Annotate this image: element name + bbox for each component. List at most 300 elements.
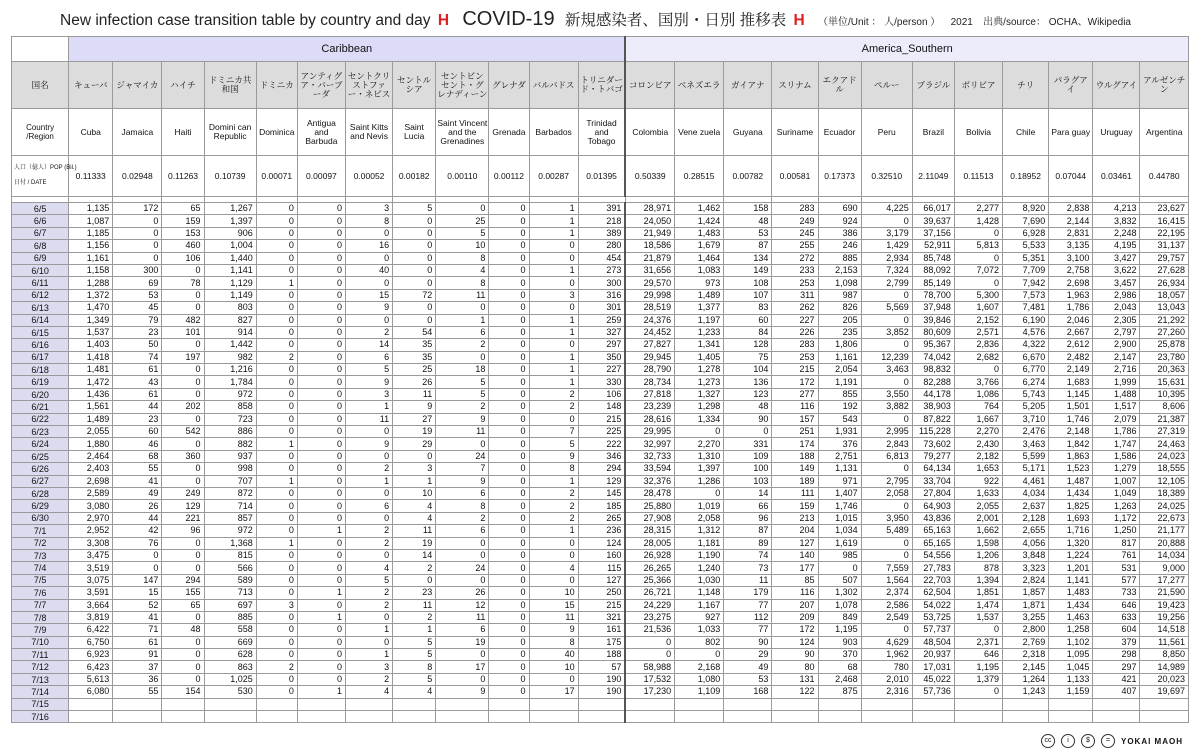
value-cell: 0	[529, 302, 578, 314]
value-cell: 0	[297, 252, 345, 264]
country-name-jp: セントクリストファー・ネビス	[345, 62, 392, 109]
value-cell: 38,903	[912, 401, 954, 413]
value-cell: 1,472	[69, 376, 113, 388]
value-cell: 0	[861, 537, 912, 549]
value-cell	[297, 711, 345, 723]
value-cell: 0	[489, 376, 529, 388]
value-cell: 0	[489, 574, 529, 586]
value-cell: 61	[113, 388, 162, 400]
value-cell: 236	[578, 525, 625, 537]
population-value: 0.11333	[69, 156, 113, 197]
country-name-en: Para guay	[1049, 109, 1093, 156]
value-cell: 277	[772, 388, 818, 400]
value-cell: 19	[436, 636, 489, 648]
population-row	[12, 156, 1189, 197]
value-cell: 1,156	[69, 240, 113, 252]
value-cell: 53	[724, 673, 772, 685]
value-cell: 2,655	[1003, 525, 1049, 537]
value-cell: 0	[256, 339, 297, 351]
value-cell: 6	[345, 500, 392, 512]
value-cell: 1,537	[954, 611, 1002, 623]
value-cell: 2,305	[1093, 314, 1140, 326]
value-cell: 376	[818, 438, 861, 450]
value-cell: 460	[162, 240, 204, 252]
value-cell: 27,783	[912, 562, 954, 574]
value-cell: 2,586	[861, 599, 912, 611]
value-cell: 628	[204, 649, 256, 661]
value-cell: 44	[113, 512, 162, 524]
value-cell: 22,673	[1140, 512, 1189, 524]
value-cell: 11	[529, 611, 578, 623]
value-cell: 280	[578, 240, 625, 252]
value-cell: 3,622	[1093, 264, 1140, 276]
value-cell: 6,923	[69, 649, 113, 661]
value-cell: 0	[256, 624, 297, 636]
value-cell: 192	[818, 401, 861, 413]
value-cell: 0	[113, 252, 162, 264]
value-cell: 558	[204, 624, 256, 636]
value-cell: 3,075	[69, 574, 113, 586]
h-mark-2: H	[793, 12, 805, 29]
value-cell: 1,131	[818, 463, 861, 475]
table-row	[12, 376, 1189, 388]
value-cell: 803	[204, 302, 256, 314]
value-cell: 1,716	[1049, 525, 1093, 537]
value-cell: 0	[162, 388, 204, 400]
table-row	[12, 624, 1189, 636]
date-cell: 7/3	[12, 549, 69, 561]
value-cell: 3,519	[69, 562, 113, 574]
value-cell: 1	[529, 203, 578, 215]
value-cell: 0	[256, 500, 297, 512]
value-cell: 4	[529, 562, 578, 574]
date-cell: 6/23	[12, 426, 69, 438]
value-cell: 0	[489, 549, 529, 561]
value-cell: 1,586	[1093, 450, 1140, 462]
value-cell: 2,800	[1003, 624, 1049, 636]
population-value: 0.07044	[1049, 156, 1093, 197]
value-cell: 29,945	[625, 351, 674, 363]
value-cell: 2	[345, 463, 392, 475]
value-cell: 3,950	[861, 512, 912, 524]
value-cell: 0	[162, 376, 204, 388]
value-cell: 2	[529, 401, 578, 413]
value-cell: 24,023	[1140, 450, 1189, 462]
value-cell: 9	[436, 475, 489, 487]
date-cell: 7/13	[12, 673, 69, 685]
value-cell: 74	[113, 351, 162, 363]
value-cell: 2,152	[954, 314, 1002, 326]
value-cell: 0	[256, 562, 297, 574]
date-cell: 6/29	[12, 500, 69, 512]
value-cell: 1,278	[675, 364, 724, 376]
value-cell: 2,900	[1093, 339, 1140, 351]
value-cell: 1,483	[1049, 587, 1093, 599]
value-cell: 197	[162, 351, 204, 363]
value-cell: 122	[772, 686, 818, 698]
value-cell: 96	[162, 525, 204, 537]
value-cell: 2	[256, 661, 297, 673]
value-cell: 379	[1093, 636, 1140, 648]
value-cell: 111	[772, 487, 818, 499]
value-cell: 0	[297, 624, 345, 636]
value-cell: 6	[436, 525, 489, 537]
value-cell: 1	[529, 264, 578, 276]
value-cell: 3,463	[861, 364, 912, 376]
value-cell: 17	[436, 661, 489, 673]
value-cell: 22,703	[912, 574, 954, 586]
value-cell: 0	[393, 240, 436, 252]
value-cell: 0	[297, 463, 345, 475]
value-cell: 28,971	[625, 203, 674, 215]
value-cell: 0	[297, 487, 345, 499]
value-cell: 265	[578, 512, 625, 524]
population-value: 0.28515	[675, 156, 724, 197]
value-cell: 4	[393, 512, 436, 524]
value-cell: 73	[724, 562, 772, 574]
source-note: 出典/source： OCHA、Wikipedia	[983, 17, 1131, 28]
value-cell: 11	[436, 289, 489, 301]
value-cell: 8	[529, 636, 578, 648]
value-cell: 26,721	[625, 587, 674, 599]
value-cell: 0	[345, 227, 392, 239]
value-cell: 1	[393, 475, 436, 487]
value-cell: 87	[724, 240, 772, 252]
value-cell: 875	[818, 686, 861, 698]
value-cell: 1	[529, 475, 578, 487]
value-cell: 2,468	[818, 673, 861, 685]
table-row	[12, 673, 1189, 685]
value-cell: 0	[297, 636, 345, 648]
table-row	[12, 339, 1189, 351]
value-cell: 2,698	[1049, 277, 1093, 289]
value-cell: 1,786	[1093, 426, 1140, 438]
value-cell: 49	[724, 661, 772, 673]
date-cell: 7/9	[12, 624, 69, 636]
value-cell: 37,156	[912, 227, 954, 239]
value-cell: 7	[529, 426, 578, 438]
value-cell: 1,963	[1049, 289, 1093, 301]
value-cell: 761	[1093, 549, 1140, 561]
region-row	[12, 37, 1189, 62]
value-cell: 566	[204, 562, 256, 574]
value-cell: 45,022	[912, 673, 954, 685]
value-cell: 0	[393, 277, 436, 289]
value-cell: 1	[256, 537, 297, 549]
value-cell: 1	[345, 624, 392, 636]
value-cell: 0	[529, 537, 578, 549]
value-cell: 9	[529, 624, 578, 636]
value-cell: 604	[1093, 624, 1140, 636]
value-cell: 2,571	[954, 326, 1002, 338]
value-cell: 175	[578, 636, 625, 648]
date-cell: 6/21	[12, 401, 69, 413]
value-cell: 116	[772, 587, 818, 599]
value-cell	[162, 711, 204, 723]
value-cell: 0	[113, 227, 162, 239]
value-cell: 2,831	[1049, 227, 1093, 239]
value-cell: 2,316	[861, 686, 912, 698]
table-row	[12, 463, 1189, 475]
value-cell: 18,389	[1140, 487, 1189, 499]
value-cell: 0	[489, 252, 529, 264]
value-cell: 33,704	[912, 475, 954, 487]
value-cell: 4	[393, 686, 436, 698]
value-cell: 1,286	[675, 475, 724, 487]
value-cell: 1,683	[1049, 376, 1093, 388]
date-cell: 6/27	[12, 475, 69, 487]
value-cell: 0	[954, 227, 1002, 239]
value-cell: 22,195	[1140, 227, 1189, 239]
value-cell: 316	[578, 289, 625, 301]
value-cell: 0	[436, 673, 489, 685]
value-cell: 27,804	[912, 487, 954, 499]
value-cell: 0	[529, 252, 578, 264]
value-cell	[912, 698, 954, 710]
value-cell: 9	[393, 401, 436, 413]
value-cell: 1	[436, 314, 489, 326]
value-cell: 11	[393, 388, 436, 400]
value-cell: 124	[772, 636, 818, 648]
value-cell: 1,857	[1003, 587, 1049, 599]
value-cell: 1,086	[954, 388, 1002, 400]
value-cell: 2	[256, 351, 297, 363]
country-name-jp: バルバドス	[529, 62, 578, 109]
date-cell: 6/26	[12, 463, 69, 475]
value-cell: 215	[578, 599, 625, 611]
country-name-jp: ペルー	[861, 62, 912, 109]
value-cell: 0	[297, 339, 345, 351]
value-cell: 0	[489, 500, 529, 512]
value-cell: 95,367	[912, 339, 954, 351]
year-note: 2021	[950, 17, 973, 28]
table-row	[12, 426, 1189, 438]
value-cell: 0	[345, 487, 392, 499]
value-cell: 2,058	[861, 487, 912, 499]
value-cell: 780	[861, 661, 912, 673]
table-row	[12, 364, 1189, 376]
value-cell: 1,263	[1093, 500, 1140, 512]
value-cell: 149	[772, 463, 818, 475]
value-cell: 0	[529, 240, 578, 252]
value-cell: 226	[772, 326, 818, 338]
region-header: America_Southern	[625, 37, 1188, 62]
value-cell	[954, 698, 1002, 710]
value-cell: 297	[1093, 661, 1140, 673]
value-cell: 1,851	[954, 587, 1002, 599]
by-icon: i	[1061, 734, 1075, 748]
table-row	[12, 240, 1189, 252]
value-cell: 0	[256, 686, 297, 698]
value-cell: 0	[345, 277, 392, 289]
table-row	[12, 574, 1189, 586]
value-cell: 4	[345, 686, 392, 698]
value-cell: 15,631	[1140, 376, 1189, 388]
value-cell: 2,612	[1049, 339, 1093, 351]
country-name-jp: チリ	[1003, 62, 1049, 109]
value-cell: 39,637	[912, 215, 954, 227]
table-row	[12, 562, 1189, 574]
value-cell: 29,757	[1140, 252, 1189, 264]
date-cell: 7/14	[12, 686, 69, 698]
value-cell: 134	[724, 252, 772, 264]
value-cell: 83	[724, 302, 772, 314]
value-cell: 0	[489, 302, 529, 314]
value-cell: 0	[861, 413, 912, 425]
cc-icon: cc	[1041, 734, 1055, 748]
value-cell: 5,743	[1003, 388, 1049, 400]
table-row	[12, 487, 1189, 499]
value-cell: 1	[256, 438, 297, 450]
value-cell: 4,461	[1003, 475, 1049, 487]
value-cell: 2,637	[1003, 500, 1049, 512]
value-cell: 131	[772, 673, 818, 685]
value-cell: 0	[297, 500, 345, 512]
value-cell: 5,569	[861, 302, 912, 314]
value-cell: 72	[393, 289, 436, 301]
value-cell: 1,298	[675, 401, 724, 413]
value-cell: 189	[772, 475, 818, 487]
value-cell: 91	[113, 649, 162, 661]
value-cell: 1,871	[1003, 599, 1049, 611]
value-cell: 2,055	[69, 426, 113, 438]
value-cell: 253	[772, 277, 818, 289]
value-cell: 108	[724, 277, 772, 289]
value-cell: 1,488	[1093, 388, 1140, 400]
value-cell: 0	[297, 661, 345, 673]
value-cell: 1,159	[1049, 686, 1093, 698]
value-cell: 0	[489, 314, 529, 326]
value-cell: 1,405	[675, 351, 724, 363]
population-value: 0.00097	[297, 156, 345, 197]
value-cell: 0	[297, 326, 345, 338]
value-cell: 20,888	[1140, 537, 1189, 549]
value-cell: 79	[113, 314, 162, 326]
value-cell: 14,518	[1140, 624, 1189, 636]
value-cell: 259	[578, 314, 625, 326]
value-cell	[436, 711, 489, 723]
value-cell: 53	[113, 289, 162, 301]
value-cell: 2	[436, 401, 489, 413]
value-cell: 0	[489, 401, 529, 413]
value-cell: 1,161	[818, 351, 861, 363]
value-cell: 21,536	[625, 624, 674, 636]
value-cell: 300	[578, 277, 625, 289]
value-cell: 140	[772, 549, 818, 561]
country-name-jp: エクアドル	[818, 62, 861, 109]
value-cell: 26,265	[625, 562, 674, 574]
value-cell: 1,206	[954, 549, 1002, 561]
value-cell: 11	[345, 413, 392, 425]
value-cell: 482	[162, 314, 204, 326]
table-row	[12, 711, 1189, 723]
value-cell: 44	[113, 401, 162, 413]
value-cell: 0	[297, 314, 345, 326]
population-value: 0.01395	[578, 156, 625, 197]
value-cell	[1140, 711, 1189, 723]
value-cell: 4,629	[861, 636, 912, 648]
value-cell: 8	[436, 252, 489, 264]
value-cell: 21,292	[1140, 314, 1189, 326]
value-cell: 2,270	[675, 438, 724, 450]
date-cell: 6/19	[12, 376, 69, 388]
value-cell: 1,148	[675, 587, 724, 599]
value-cell: 17	[529, 686, 578, 698]
country-en-row	[12, 109, 1189, 156]
value-cell: 61	[113, 636, 162, 648]
value-cell: 24,229	[625, 599, 674, 611]
value-cell: 2,055	[954, 500, 1002, 512]
value-cell: 66,017	[912, 203, 954, 215]
value-cell: 23,239	[625, 401, 674, 413]
value-cell: 5	[393, 649, 436, 661]
value-cell: 855	[818, 388, 861, 400]
value-cell: 11	[436, 426, 489, 438]
value-cell: 2,682	[954, 351, 1002, 363]
value-cell: 3,135	[1049, 240, 1093, 252]
value-cell: 161	[578, 624, 625, 636]
value-cell: 115	[578, 562, 625, 574]
value-cell: 107	[724, 289, 772, 301]
value-cell: 19,697	[1140, 686, 1189, 698]
value-cell: 2	[393, 611, 436, 623]
value-cell: 3,463	[1003, 438, 1049, 450]
value-cell	[162, 698, 204, 710]
pop-label: 人口（億人）POP (Bil.)	[14, 165, 77, 171]
country-name-jp: ドミニカ	[256, 62, 297, 109]
value-cell: 0	[162, 611, 204, 623]
value-cell: 128	[724, 339, 772, 351]
value-cell: 0	[297, 264, 345, 276]
value-cell: 104	[724, 364, 772, 376]
table-row	[12, 611, 1189, 623]
corner-cell	[12, 37, 69, 62]
value-cell: 129	[578, 475, 625, 487]
value-cell: 158	[724, 203, 772, 215]
value-cell: 1,470	[69, 302, 113, 314]
value-cell: 28,734	[625, 376, 674, 388]
value-cell: 11	[393, 525, 436, 537]
value-cell: 9	[345, 376, 392, 388]
value-cell: 24,025	[1140, 500, 1189, 512]
value-cell: 857	[204, 512, 256, 524]
value-cell: 14	[345, 339, 392, 351]
value-cell: 1,327	[675, 388, 724, 400]
value-cell: 44,178	[912, 388, 954, 400]
value-cell: 2	[529, 487, 578, 499]
population-value: 0.44780	[1140, 156, 1189, 197]
value-cell: 1	[345, 475, 392, 487]
value-cell: 66	[724, 500, 772, 512]
value-cell: 2,769	[1003, 636, 1049, 648]
value-cell: 49	[113, 487, 162, 499]
value-cell: 5	[393, 673, 436, 685]
value-cell: 0	[954, 252, 1002, 264]
value-cell: 0	[297, 438, 345, 450]
value-cell: 25,880	[625, 500, 674, 512]
value-cell: 147	[113, 574, 162, 586]
value-cell: 1,279	[1093, 463, 1140, 475]
value-cell: 0	[489, 413, 529, 425]
value-cell: 0	[489, 487, 529, 499]
value-cell: 0	[162, 289, 204, 301]
value-cell: 2,838	[1049, 203, 1093, 215]
value-cell: 3,591	[69, 587, 113, 599]
value-cell: 14,034	[1140, 549, 1189, 561]
value-cell: 1,181	[675, 537, 724, 549]
value-cell: 26	[436, 587, 489, 599]
value-cell: 1,368	[204, 537, 256, 549]
